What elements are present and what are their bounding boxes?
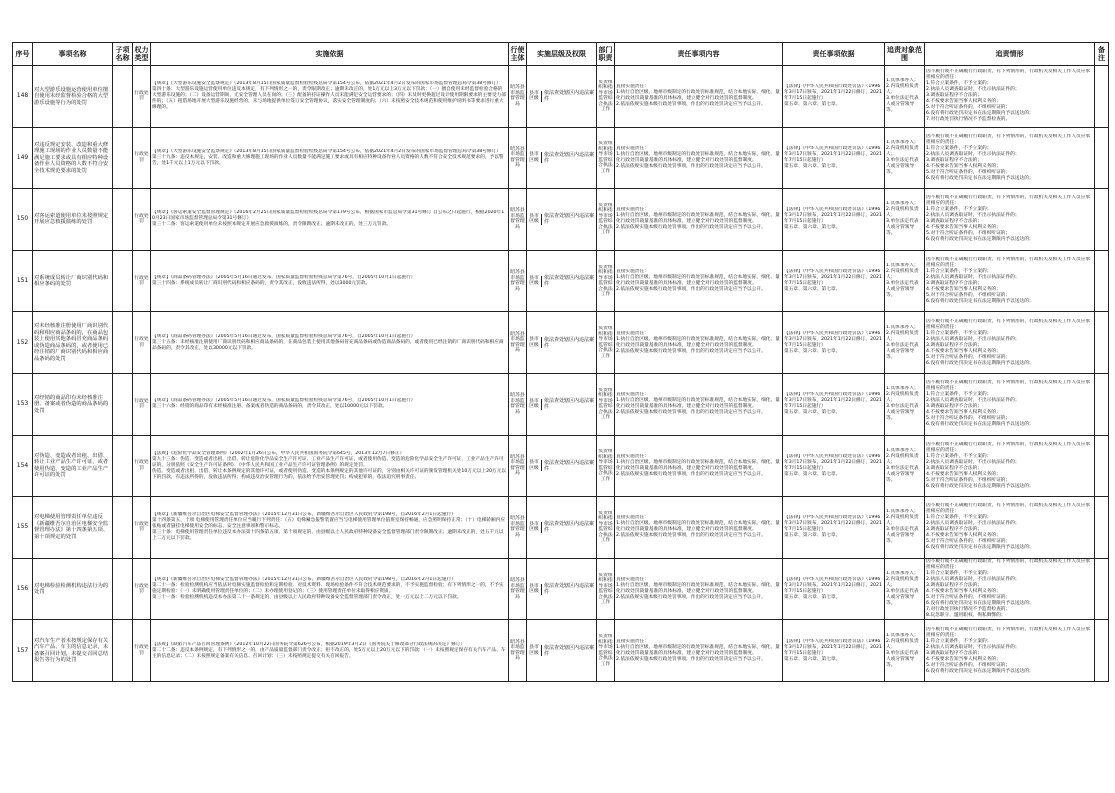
content-text: 直接实施责任： 1.执行自治区级、地州市级制定的行政处罚标准规范，结合本地实际，细化、量化行政处罚裁量基准的具体标准，建立健全对行政处罚的监督制度。 2.依法依规实施本级行政处罚事项，作出的行政处罚决定应当予以公开。 (616, 207, 780, 231)
situation-cell (925, 558, 1095, 620)
target-cell (885, 66, 925, 128)
power-type-cell: 行政处罚 (133, 189, 151, 251)
target-text: 1.具体承办人； 2.内设机构负责人； 3.单位法定代表人或分管领导等。 (886, 447, 919, 483)
target-text: 1.具体承办人； 2.内设机构负责人； 3.单位法定代表人或分管领导等。 (886, 324, 919, 360)
liability-basis-cell (783, 558, 885, 620)
power-type-cell: 行政处罚 (133, 127, 151, 189)
level-scope: 依法查处辖区内违法案件 (544, 644, 595, 657)
note-cell (1095, 373, 1109, 435)
content-cell (615, 558, 783, 620)
sub-item-cell (113, 66, 133, 128)
level-tier: 县市区级 (528, 91, 542, 102)
liability-basis-cell (783, 435, 885, 497)
power-type-cell: 行政处罚 (133, 66, 151, 128)
duty-cell (597, 497, 615, 559)
subject-cell: 昭苏县市场监督管理局 (509, 558, 527, 620)
duty-text: 负责组织和指导市场监管综合执法工作 (598, 202, 613, 236)
target-text: 1.具体承办人； 2.内设机构负责人； 3.单位法定代表人或分管领导等。 (886, 201, 919, 237)
level-scope: 依法查处辖区内违法案件 (544, 213, 595, 226)
content-text: 直接实施责任： 1.执行自治区级、地州市级制定的行政处罚标准规范，结合本地实际，细化、量化行政处罚裁量基准的具体标准，建立健全对行政处罚的监督制度。 2.依法依规实施本级行政处罚事项，作出的行政处罚决定应当予以公开。 (616, 145, 780, 169)
note-cell (1095, 620, 1109, 682)
target-cell (885, 312, 925, 374)
item-name-cell: 对电梯使用管理责任单位违反《新疆维吾尔自治区电梯安全监督管理办法》第十四条第五项、第十项规定的处罚 (33, 497, 113, 559)
note-cell (1095, 127, 1109, 189)
subject-cell: 昭苏县市场监督管理局 (509, 497, 527, 559)
content-text: 直接实施责任： 1.执行自治区级、地州市级制定的行政处罚标准规范，结合本地实际，细化、量化行政处罚裁量基准的具体标准，建立健全对行政处罚的监督制度。 2.依法依规实施本级行政处罚事项，作出的行政处罚决定应当予以公开。 (616, 638, 780, 662)
item-name-cell: 对违反规定安装、改造和重大修理施工现场的作业人员数量不能满足施工要求或具有相应特种设备作业人员资格的人数不符合安全技术规范要求的处罚 (33, 127, 113, 189)
situation-text: 因不履行或不正确履行行政职责，有下列情形的，行政机关及相关工作人员应承担相应的责任： 1.符合立案条件，不予立案的； 2.执法人员调查取证时，不出示执法证件的； 3.调查取证程序不合法的； 4.不按要求告知当事人权利义务的； 5.对于符合听证条件的，不组织听证的； 6.没有将行政处罚决定书在法定期限内予以送达的； (926, 318, 1091, 366)
level-cell (527, 189, 597, 251)
note-cell (1095, 189, 1109, 251)
subject-cell: 昭苏县市场监督管理局 (509, 373, 527, 435)
target-cell (885, 620, 925, 682)
content-cell (615, 620, 783, 682)
seq-cell: 153 (13, 373, 33, 435)
header-name: 事项名称 (33, 43, 113, 66)
basis-text: 【规章】《商品条码管理办法》（2005年5月16日通过发布，国家质量监督检验检疫总局令第76号，自2005年10月1日起施行） 第三十六条：经销的商品印有未经核准注册、备案或者伪造的商品条码的，责令其改正，处以10000元以下罚款。 (152, 398, 416, 410)
level-tier: 县市区级 (528, 337, 542, 348)
power-type-cell: 行政处罚 (133, 558, 151, 620)
content-cell (615, 127, 783, 189)
basis-text: 【规章】《大型游乐设施安全监察规定》（2013年8月15日国家质量监督检验检疫总局令第154号公布，依据2021年4月2日发布的国家市场监督管理总局令第38号修订） 第三十九条：违反本规定，安装、改造和重大修理施工现场的作业人员数量不能满足施工要求或具有相应特种设备作业人员资格的人数不符合安全技术规范要求的，予以警告，处1千元以上1万元以下罚款。 (152, 148, 504, 166)
item-name-cell: 对未经核准注册使用厂商识别代码和相应商品条码的，在商品包装上使用其他条码冒充商品条码或伪造商品条码的，或者使用已经注销的厂商识别代码和相应商品条码的处罚 (33, 312, 113, 374)
liab-text: 【法律】《中华人民共和国行政处罚法》（1996年3月17日颁布，2021年1月22日修订，2021年7月15日起施行） 第五章、第六章、第七章。 (784, 577, 883, 601)
basis-text: 【规章】《新疆维吾尔自治区电梯安全监督管理办法》（2015年12月31日公布，新疆维吾尔自治区人民政府令第198号，自2016年2月1日起施行） 第十四条第五、十项 电梯使用管理责任单位应当履行下列责任：（五）电梯紧急报警装置应当与电梯使用管理单位值班室保持畅通，应急照明保持正常；（十）电梯轿厢内应张贴或者悬挂电梯使用安全的标志、安全注意事项和警示标志。 第三十条：电梯使用管理责任单位违反本办法第十四条第五项、第十项规定的，由县级以上人民政府特种设备安全监督管理部门责令限期改正；逾期未改正的，处五千元以上二万元以下罚款。 (152, 512, 506, 542)
document-page (12, 42, 1108, 682)
target-cell (885, 497, 925, 559)
header-type: 权力类型 (133, 43, 151, 66)
liability-basis-cell (783, 189, 885, 251)
liability-basis-cell (783, 373, 885, 435)
basis-text: 【法规】《危险化学品安全管理条例》（2002年1月26日公布，中华人民共和国国务院令第645号，2013年12月7日修正） 第九十三条：伪造、变造或者出租、出借、转让危险化学品安全生产许可证、工业产品生产许可证，或者使用伪造、变造的危险化学品安全生产许可证、工业产品生产许可证的，分别依照《安全生产许可证条例》、《中华人民共和国工业产品生产许可证管理条例》的规定处罚。 伪造、变造或者出租、出借、转让本条例规定的其他许可证，或者使用伪造、变造的本条例规定的其他许可证的，分别由相关许可证的颁发管理机关处10万元以上20万元以下的罚款，有违法所得的，没收违法所得；构成违反治安管理行为的，依法给予治安管理处罚；构成犯罪的，依法追究刑事责任。 (152, 450, 507, 480)
target-text: 1.具体承办人； 2.内设机构负责人； 3.单位法定代表人或分管领导等。 (886, 139, 919, 175)
situation-cell (925, 373, 1095, 435)
level-tier: 县市区级 (528, 460, 542, 471)
situation-text: 因不履行或不正确履行行政职责，有下列情形的，行政机关及相关工作人员应承担相应的责任： 1.符合立案条件，不予立案的； 2.执法人员调查取证时，不出示执法证件的； 3.调查取证程序不合法的； 4.不按要求告知当事人权利义务的； 5.对于符合听证条件的，不组织听证的； 6.没有将行政处罚决定书在法定期限内予以送达的； 7.对行政处罚执行情况不予监督检查的。 (926, 69, 1091, 123)
situation-cell (925, 189, 1095, 251)
sub-item-cell (113, 620, 133, 682)
basis-text: 【规章】《客运索道安全监督管理规定》（2016年2月25日国家质量监督检验检疫总局令第179号公布，根据国家市监总局令第31号修订 自公布之日起施行，根据2020年10月23日国家市场监督管理总局令第31号修订） 第三十二条：客运索道使用单位未按照本规定开展应急救援演练的，责令限期改正；逾期未改正的，处三万元罚款。 (152, 210, 505, 228)
liab-text: 【法律】《中华人民共和国行政处罚法》（1996年3月17日颁布，2021年1月22日修订，2021年7月15日起施行） 第五章、第六章、第七章。 (784, 330, 883, 354)
sub-item-cell (113, 250, 133, 312)
level-cell (527, 127, 597, 189)
sub-item-cell (113, 189, 133, 251)
subject-cell: 昭苏县市场监督管理局 (509, 250, 527, 312)
basis-cell (151, 66, 509, 128)
item-name-cell: 对伪造、变造或者出租、出借、转让工业产品生产许可证，或者使用伪造、变造的工业产品生产许可证的处罚 (33, 435, 113, 497)
seq-cell: 151 (13, 250, 33, 312)
header-duty: 部门职责 (597, 43, 615, 66)
subject-cell: 昭苏县市场监督管理局 (509, 312, 527, 374)
basis-cell (151, 620, 509, 682)
table-row (13, 250, 1109, 312)
sub-item-cell (113, 497, 133, 559)
power-type-cell: 行政处罚 (133, 250, 151, 312)
table-row (13, 66, 1109, 128)
duty-text: 负责组织和指导市场监管综合执法工作 (598, 79, 613, 113)
target-text: 1.具体承办人； 2.内设机构负责人； 3.单位法定代表人或分管领导等。 (886, 509, 919, 545)
header-note: 备注 (1095, 43, 1109, 66)
table-row (13, 189, 1109, 251)
basis-cell (151, 127, 509, 189)
situation-text: 因不履行或不正确履行行政职责，有下列情形的，行政机关及相关工作人员应承担相应的责任： 1.符合立案条件，不予立案的； 2.执法人员调查取证时，不出示执法证件的； 3.调查取证程序不合法的； 4.不按要求告知当事人权利义务的； 5.对于符合听证条件的，不组织听证的； 6.没有将行政处罚决定书在法定期限内予以送达的； (926, 441, 1091, 489)
basis-text: 【规章】《新疆维吾尔自治区电梯安全监督管理办法》（2015年12月31日公布，新疆维吾尔自治区人民政府令第198号，自2016年2月1日起施行） 第二十一条：检验检测机构应当依法对电梯实施监督检验和定期检验、对技术资料、现场检验条件不符合技术规范要求的，不予实施监督检验；有下列情形之一的，不予实施定期检验：（一）未明确使用管理责任单位的；（二）未办理使用登记的；（三）使用管理责任单位未取得相应资质。 第三十一条：检验检测机构违反本办法第二十一条规定的，由县级以上人民政府特种设备安全监督管理部门责令改正，处一万元以上二万元以下罚款。 (152, 577, 504, 601)
item-name-cell: 对客运索道使用单位未按照规定开展应急救援演练的处罚 (33, 189, 113, 251)
table-row (13, 497, 1109, 559)
duty-cell (597, 189, 615, 251)
sub-item-cell (113, 558, 133, 620)
target-text: 1.具体承办人； 2.内设机构负责人； 3.单位法定代表人或分管领导等。 (886, 386, 919, 422)
table-row (13, 558, 1109, 620)
liab-text: 【法律】《中华人民共和国行政处罚法》（1996年3月17日颁布，2021年1月22日修订，2021年7月15日起施行） 第五章、第六章、第七章。 (784, 145, 883, 169)
seq-cell: 154 (13, 435, 33, 497)
header-liab: 责任事项依据 (783, 43, 885, 66)
basis-text: 【规章】《商品条码管理办法》（2005年5月16日通过发布，国家质量监督检验检疫总局令第76号，自2005年10月1日起施行） 第三十四条：系统成员转让厂商识别代码和相应条码的，责令其改正，没收违法所得，处以3000元罚款。 (152, 275, 416, 287)
content-cell (615, 435, 783, 497)
basis-cell (151, 373, 509, 435)
liab-text: 【法律】《中华人民共和国行政处罚法》（1996年3月17日颁布，2021年1月22日修订，2021年7月15日起施行） 第五章、第六章、第七章。 (784, 269, 883, 293)
subject-cell: 昭苏县市场监督管理局 (509, 620, 527, 682)
sub-item-cell (113, 373, 133, 435)
level-tier: 县市区级 (528, 399, 542, 410)
liab-text: 【法律】《中华人民共和国行政处罚法》（1996年3月17日颁布，2021年1月22日修订，2021年7月15日起施行） 第五章、第六章、第七章。 (784, 392, 883, 416)
basis-cell (151, 435, 509, 497)
content-text: 直接实施责任： 1.执行自治区级、地州市级制定的行政处罚标准规范，结合本地实际，细化、量化行政处罚裁量基准的具体标准，建立健全对行政处罚的监督制度。 2.依法依规实施本级行政处罚事项，作出的行政处罚决定应当予以公开。 (616, 577, 780, 601)
duty-cell (597, 373, 615, 435)
seq-cell: 155 (13, 497, 33, 559)
content-cell (615, 373, 783, 435)
note-cell (1095, 558, 1109, 620)
level-cell (527, 620, 597, 682)
seq-cell: 149 (13, 127, 33, 189)
content-cell (615, 312, 783, 374)
power-type-cell: 行政处罚 (133, 435, 151, 497)
sub-item-cell (113, 127, 133, 189)
subject-cell: 昭苏县市场监督管理局 (509, 127, 527, 189)
duty-text: 负责组织和指导市场监管综合执法工作 (598, 572, 613, 606)
table-header-row (13, 43, 1109, 66)
power-type-cell: 行政处罚 (133, 312, 151, 374)
target-text: 1.具体承办人； 2.内设机构负责人； 3.单位法定代表人或分管领导等。 (886, 263, 919, 299)
content-text: 直接实施责任： 1.执行自治区级、地州市级制定的行政处罚标准规范，结合本地实际，细化、量化行政处罚裁量基准的具体标准，建立健全对行政处罚的监督制度。 2.依法依规实施本级行政处罚事项，作出的行政处罚决定应当予以公开。 (616, 515, 780, 539)
situation-text: 因不履行或不正确履行行政职责，有下列情形的，行政机关及相关工作人员应承担相应的责任： 1.符合立案条件，不予立案的； 2.执法人员调查取证时，不出示执法证件的； 3.调查取证程序不合法的； 4.不按要求告知当事人权利义务的； 5.对于符合听证条件的，不组织听证的； 6.没有将行政处罚决定书在法定期限内予以送达的； (926, 380, 1091, 428)
basis-cell (151, 558, 509, 620)
target-cell (885, 127, 925, 189)
liability-basis-cell (783, 497, 885, 559)
target-cell (885, 250, 925, 312)
header-subject: 行使主体 (509, 43, 527, 66)
level-cell (527, 497, 597, 559)
power-type-cell: 行政处罚 (133, 620, 151, 682)
liab-text: 【法律】《中华人民共和国行政处罚法》（1996年3月17日颁布，2021年1月22日修订，2021年7月15日起施行） 第五章、第六章、第七章。 (784, 207, 883, 231)
level-cell (527, 558, 597, 620)
situation-cell (925, 435, 1095, 497)
level-scope: 依法查处辖区内违法案件 (544, 583, 595, 596)
level-cell (527, 373, 597, 435)
situation-text: 因不履行或不正确履行行政职责，有下列情形的，行政机关及相关工作人员应承担相应的责任： 1.符合立案条件，不予立案的； 2.执法人员调查取证时，不出示执法证件的； 3.调查取证程序不合法的； 4.不按要求告知当事人权利义务的； 5.对于符合听证条件的，不组织听证的； 6.没有将行政处罚决定书在法定期限内予以送达的； (926, 626, 1091, 674)
seq-cell: 156 (13, 558, 33, 620)
table-row (13, 127, 1109, 189)
liability-basis-cell (783, 312, 885, 374)
sub-item-cell (113, 312, 133, 374)
content-cell (615, 250, 783, 312)
note-cell (1095, 250, 1109, 312)
subject-cell: 昭苏县市场监督管理局 (509, 435, 527, 497)
situation-text: 因不履行或不正确履行行政职责，有下列情形的，行政机关及相关工作人员应承担相应的责任： 1.符合立案条件，不予立案的； 2.执法人员调查取证时，不出示执法证件的； 3.调查取证程序不合法的； 4.不按要求告知当事人权利义务的； 5.对于符合听证条件的，不组织听证的； 6.没有将行政处罚决定书在法定期限内予以送达的； (926, 195, 1091, 243)
table-row (13, 373, 1109, 435)
duty-text: 负责组织和指导市场监管综合执法工作 (598, 510, 613, 544)
liability-basis-cell (783, 250, 885, 312)
situation-text: 因不履行或不正确履行行政职责，有下列情形的，行政机关及相关工作人员应承担相应的责任： 1.符合立案条件，不予立案的； 2.执法人员调查取证时，不出示执法证件的； 3.调查取证程序不合法的； 4.不按要求告知当事人权利义务的； 5.对于符合听证条件的，不组织听证的； 6.没有将行政处罚决定书在法定期限内予以送达的； 7.对行政处罚执行情况不予监督检查的； 8.玩忽职守、滥用职权、徇私舞弊的； (926, 559, 1091, 619)
level-scope: 依法查处辖区内违法案件 (544, 275, 595, 288)
table-row (13, 620, 1109, 682)
target-cell (885, 189, 925, 251)
level-cell (527, 66, 597, 128)
seq-cell: 152 (13, 312, 33, 374)
power-liability-table (12, 42, 1109, 682)
basis-text: 【规章】《商品条码管理办法》（2005年5月16日通过发布，国家质量监督检验检疫总局令第76号，自2005年10月1日起施行） 第三十五条：未经核准注册使用厂商识别代码和相应商品条码的，在商品包装上使用其他条码冒充商品条码或伪造商品条码的，或者使用已经注销的厂商识别代码和相应商品条码的，责令其改正，处以30000元以下罚款。 (152, 333, 504, 351)
level-scope: 依法查处辖区内违法案件 (544, 336, 595, 349)
liability-basis-cell (783, 127, 885, 189)
situation-text: 因不履行或不正确履行行政职责，有下列情形的，行政机关及相关工作人员应承担相应的责任： 1.符合立案条件，不予立案的； 2.执法人员调查取证时，不出示执法证件的； 3.调查取证程序不合法的； 4.不按要求告知当事人权利义务的； 5.对于符合听证条件的，不组织听证的； 6.没有将行政处罚决定书在法定期限内予以送达的； (926, 257, 1091, 305)
liability-basis-cell (783, 620, 885, 682)
level-tier: 县市区级 (528, 522, 542, 533)
duty-cell (597, 312, 615, 374)
liab-text: 【法律】《中华人民共和国行政处罚法》（1996年3月17日颁布，2021年1月22日修订，2021年7月15日起施行） 第五章、第六章、第七章。 (784, 84, 883, 108)
level-cell (527, 250, 597, 312)
level-scope: 依法查处辖区内违法案件 (544, 151, 595, 164)
liab-text: 【法律】《中华人民共和国行政处罚法》（1996年3月17日颁布，2021年1月22日修订，2021年7月15日起施行） 第五章、第六章、第七章。 (784, 515, 883, 539)
situation-cell (925, 127, 1095, 189)
content-text: 直接实施责任： 1.执行自治区级、地州市级制定的行政处罚标准规范，结合本地实际，细化、量化行政处罚裁量基准的具体标准，建立健全对行政处罚的监督制度。 2.依法依规实施本级行政处罚事项，作出的行政处罚决定应当予以公开。 (616, 330, 780, 354)
duty-cell (597, 250, 615, 312)
content-cell (615, 66, 783, 128)
situation-text: 因不履行或不正确履行行政职责，有下列情形的，行政机关及相关工作人员应承担相应的责任： 1.符合立案条件，不予立案的； 2.执法人员调查取证时，不出示执法证件的； 3.调查取证程序不合法的； 4.不按要求告知当事人权利义务的； 5.对于符合听证条件的，不组织听证的； 6.没有将行政处罚决定书在法定期限内予以送达的； (926, 133, 1091, 181)
target-cell (885, 373, 925, 435)
duty-text: 负责组织和指导市场监管综合执法工作 (598, 449, 613, 482)
liab-text: 【法律】《中华人民共和国行政处罚法》（1996年3月17日颁布，2021年1月22日修订，2021年7月15日起施行） 第五章、第六章、第七章。 (784, 453, 883, 477)
duty-text: 负责组织和指导市场监管综合执法工作 (598, 264, 613, 298)
duty-text: 负责组织和指导市场监管综合执法工作 (598, 326, 613, 359)
item-name-cell: 对汽车生产者未按规定保存有关汽车产品、车主的信息记录，未备案召回计划，未提交召回总结报告等行为的处罚 (33, 620, 113, 682)
header-content: 责任事项内容 (615, 43, 783, 66)
situation-cell (925, 250, 1095, 312)
seq-cell: 150 (13, 189, 33, 251)
basis-cell (151, 497, 509, 559)
basis-text: 【法规】《缺陷汽车产品召回管理条例》（2012年10月22日国务院令第626号公布，根据2019年3月2日《国务院关于修改部分行政法规的决定》修订） 第二十二条：违反本条例规定，有下列情形之一的，由产品质量监督部门责令改正；拒不改正的，处5万元以上20万元以下的罚款：（一）未按照规定保存有关汽车产品、车主的信息记录；（二）未按照规定备案有关信息、召回计划；（三）未按照规定提交有关召回报告。 (152, 641, 506, 659)
note-cell (1095, 312, 1109, 374)
item-name-cell: 对系统成员转让厂商识别代码和相应条码的处罚 (33, 250, 113, 312)
seq-cell: 157 (13, 620, 33, 682)
subject-cell: 昭苏县市场监督管理局 (509, 189, 527, 251)
table-row (13, 312, 1109, 374)
content-text: 直接实施责任： 1.执行自治区级、地州市级制定的行政处罚标准规范，结合本地实际，细化、量化行政处罚裁量基准的具体标准，建立健全对行政处罚的监督制度。 2.依法依规实施本级行政处罚事项，作出的行政处罚决定应当予以公开。 (616, 269, 780, 293)
header-situation: 追责情形 (925, 43, 1095, 66)
note-cell (1095, 497, 1109, 559)
content-text: 直接实施责任： 1.执行自治区级、地州市级制定的行政处罚标准规范，结合本地实际，细化、量化行政处罚裁量基准的具体标准，建立健全对行政处罚的监督制度。 2.依法依规实施本级行政处罚事项，作出的行政处罚决定应当予以公开。 (616, 453, 780, 477)
situation-cell (925, 497, 1095, 559)
liability-basis-cell (783, 66, 885, 128)
target-text: 1.具体承办人； 2.内设机构负责人； 3.单位法定代表人或分管领导等。 (886, 632, 919, 668)
duty-cell (597, 66, 615, 128)
sub-item-cell (113, 435, 133, 497)
duty-text: 负责组织和指导市场监管综合执法工作 (598, 141, 613, 174)
header-target: 追责对象范围 (885, 43, 925, 66)
content-cell (615, 497, 783, 559)
table-row (13, 435, 1109, 497)
target-cell (885, 435, 925, 497)
note-cell (1095, 435, 1109, 497)
duty-text: 负责组织和指导市场监管综合执法工作 (598, 634, 613, 667)
power-type-cell: 行政处罚 (133, 497, 151, 559)
item-name-cell: 对电梯检验检测机构违法行为的处罚 (33, 558, 113, 620)
situation-cell (925, 312, 1095, 374)
basis-cell (151, 250, 509, 312)
basis-cell (151, 189, 509, 251)
level-tier: 县市区级 (528, 276, 542, 287)
target-cell (885, 558, 925, 620)
duty-cell (597, 558, 615, 620)
level-scope: 依法查处辖区内违法案件 (544, 459, 595, 472)
level-cell (527, 435, 597, 497)
situation-cell (925, 66, 1095, 128)
level-tier: 县市区级 (528, 645, 542, 656)
duty-cell (597, 435, 615, 497)
target-text: 1.具体承办人； 2.内设机构负责人； 3.单位法定代表人或分管领导等。 (886, 571, 919, 607)
item-name-cell: 对大型游乐设施运营使用单位擅自使用未经监督检验合格的大型游乐设施等行为的处罚 (33, 66, 113, 128)
seq-cell: 148 (13, 66, 33, 128)
note-cell (1095, 66, 1109, 128)
basis-text: 【规章】《大型游乐设施安全监察规定》（2013年8月15日国家质量监督检验检疫总局令第154号公布，依据2021年4月2日发布的国家市场监督管理总局令第38号修订） 第四十条：大型游乐设施运营使用单位违反本规定，有下列情形之一的，责令限期改正；逾期未改正的，处1万元以上3万元以下罚款：（一）擅自使用未经监督检验合格的大型游乐设施的；（二）设备运营期间，无安全管理人员在岗的；（三）配备的持证操作人员未能满足安全运营要求的；（四）未及时更换超过设计使用期限要求的主要受力部件的；（五）租借场地开展大型游乐设施经营的，未与场地提供单位签订安全管理协议，落实安全管理制度的；（六）未按照安全技术规范和使用维护说明书等要求进行重大修理的。 (152, 81, 506, 111)
header-level: 实施层级及权限 (527, 43, 597, 66)
level-scope: 依法查处辖区内违法案件 (544, 521, 595, 534)
content-cell (615, 189, 783, 251)
duty-cell (597, 620, 615, 682)
duty-text: 负责组织和指导市场监管综合执法工作 (598, 387, 613, 421)
situation-text: 因不履行或不正确履行行政职责，有下列情形的，行政机关及相关工作人员应承担相应的责任： 1.符合立案条件，不予立案的； 2.执法人员调查取证时，不出示执法证件的； 3.调查取证程序不合法的； 4.不按要求告知当事人权利义务的； 5.对于符合听证条件的，不组织听证的； 6.没有将行政处罚决定书在法定期限内予以送达的； (926, 503, 1091, 551)
level-tier: 县市区级 (528, 584, 542, 595)
content-text: 直接实施责任： 1.执行自治区级、地州市级制定的行政处罚标准规范，结合本地实际，细化、量化行政处罚裁量基准的具体标准，建立健全对行政处罚的监督制度。 2.依法依规实施本级行政处罚事项，作出的行政处罚决定应当予以公开。 (616, 392, 780, 416)
level-cell (527, 312, 597, 374)
level-scope: 依法查处辖区内违法案件 (544, 398, 595, 411)
level-scope: 依法查处辖区内违法案件 (544, 90, 595, 103)
situation-cell (925, 620, 1095, 682)
basis-cell (151, 312, 509, 374)
header-basis: 实施依据 (151, 43, 509, 66)
header-seq: 序号 (13, 43, 33, 66)
level-tier: 县市区级 (528, 152, 542, 163)
subject-cell: 昭苏县市场监督管理局 (509, 66, 527, 128)
content-text: 直接实施责任： 1.执行自治区级、地州市级制定的行政处罚标准规范，结合本地实际，细化、量化行政处罚裁量基准的具体标准，建立健全对行政处罚的监督制度。 2.依法依规实施本级行政处罚事项，作出的行政处罚决定应当予以公开。 (616, 84, 780, 108)
duty-cell (597, 127, 615, 189)
item-name-cell: 对经销的商品印有未经核准注册、备案或者伪造的商品条码的处罚 (33, 373, 113, 435)
target-text: 1.具体承办人； 2.内设机构负责人； 3.单位法定代表人或分管领导等。 (886, 78, 919, 114)
power-type-cell: 行政处罚 (133, 373, 151, 435)
liab-text: 【法律】《中华人民共和国行政处罚法》（1996年3月17日颁布，2021年1月22日修订，2021年7月15日起施行） 第五章、第六章、第七章。 (784, 638, 883, 662)
level-tier: 县市区级 (528, 214, 542, 225)
header-sub: 子项名称 (113, 43, 133, 66)
